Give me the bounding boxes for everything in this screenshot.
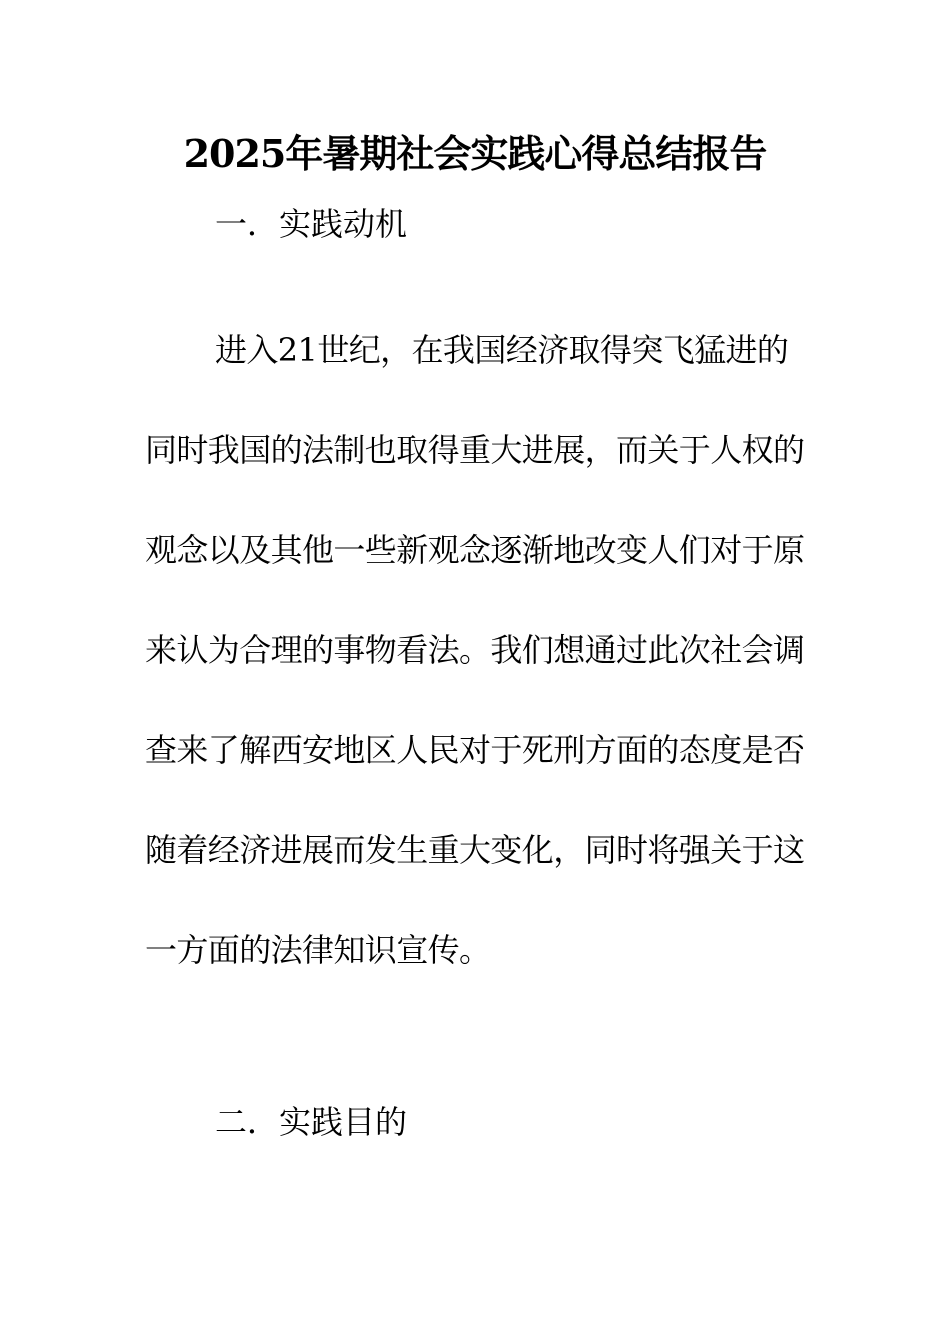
document-title: 2025年暑期社会实践心得总结报告	[183, 131, 767, 176]
section-paragraph-motivation: 进入21世纪，在我国经济取得突飞猛进的同时我国的法制也取得重大进展，而关于人权的观念以及其他一些新观念逐渐地改变人们对于原来认为合理的事物看法。我们想通过此次社会调查来了解西安地区人民对于死刑方面的态度是否随着经济进展而发生重大变化，同时将强关于这一方面的法律知识宣传。	[145, 331, 805, 969]
section-heading-purpose: 二．实践目的	[215, 1103, 408, 1141]
section-heading-motivation: 一．实践动机	[215, 205, 408, 243]
